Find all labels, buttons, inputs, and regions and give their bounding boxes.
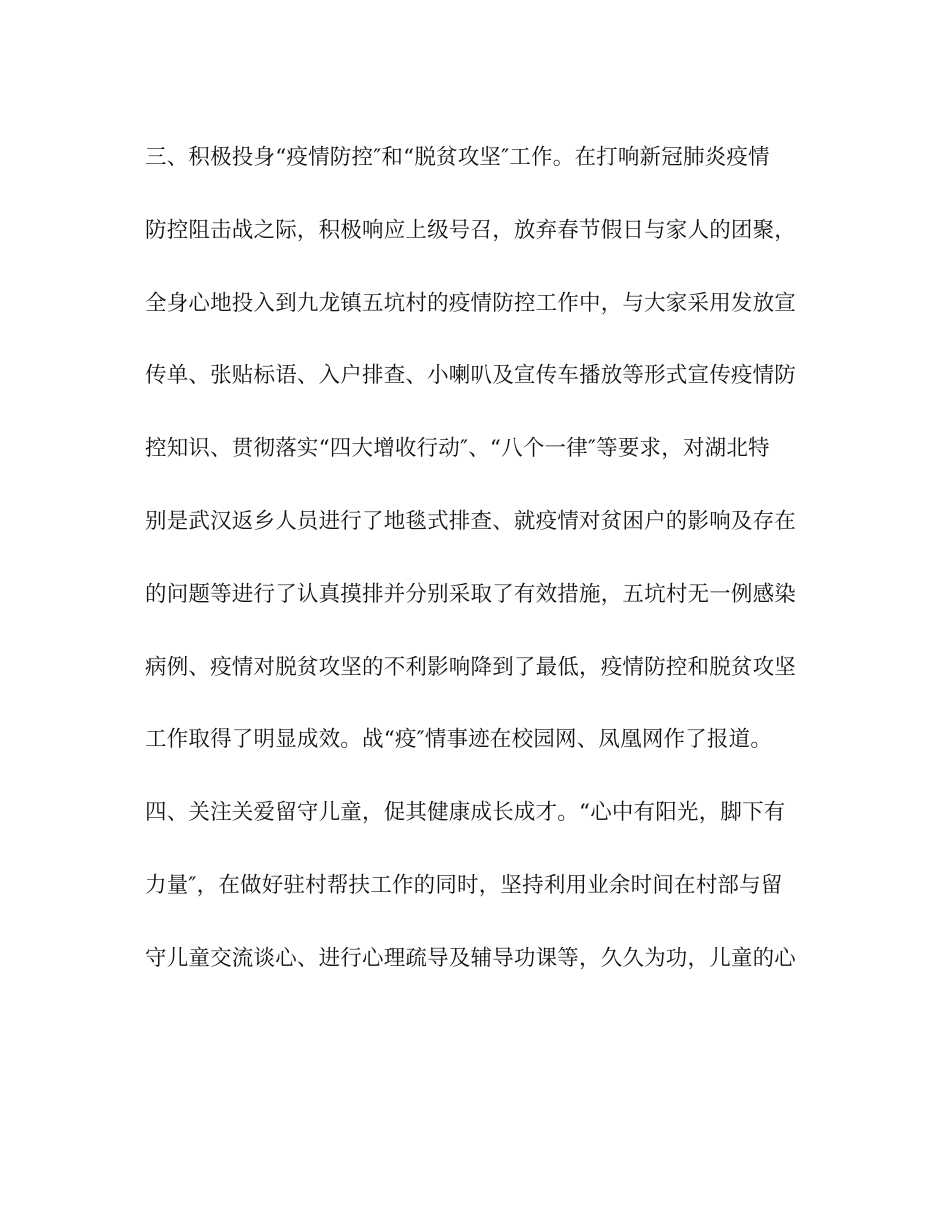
text-line: 别是武汉返乡人员进行了地毯式排查、就疫情对贫困户的影响及存在 xyxy=(145,508,797,534)
text-line: 的问题等进行了认真摸排并分别采取了有效措施，五坑村无一例感染 xyxy=(145,581,797,607)
text-line: 力量″，在做好驻村帮扶工作的同时，坚持利用业余时间在村部与留 xyxy=(145,872,783,898)
text-line: 控知识、贯彻落实“四大增收行动″、“八个一律″等要求，对湖北特 xyxy=(145,436,770,462)
text-line: 守儿童交流谈心、进行心理疏导及辅导功课等，久久为功，儿童的心 xyxy=(145,945,797,971)
text-line: 全身心地投入到九龙镇五坑村的疫情防控工作中，与大家采用发放宣 xyxy=(145,290,797,316)
text-line: 四、关注关爱留守儿童，促其健康成长成才。“心中有阳光，脚下有 xyxy=(145,800,786,826)
text-line: 三、积极投身“疫情防控″和“脱贫攻坚″工作。在打响新冠肺炎疫情 xyxy=(145,145,770,170)
text-line: 防控阻击战之际，积极响应上级号召，放弃春节假日与家人的团聚， xyxy=(145,217,797,243)
document-body xyxy=(145,138,810,1012)
text-line: 病例、疫情对脱贫攻坚的不利影响降到了最低，疫情防控和脱贫攻坚 xyxy=(145,654,797,680)
text-line: 工作取得了明显成效。战“疫″情事迹在校园网、凤凰网作了报道。 xyxy=(145,727,773,753)
text-line: 传单、张贴标语、入户排查、小喇叭及宣传车播放等形式宣传疫情防 xyxy=(145,363,797,389)
